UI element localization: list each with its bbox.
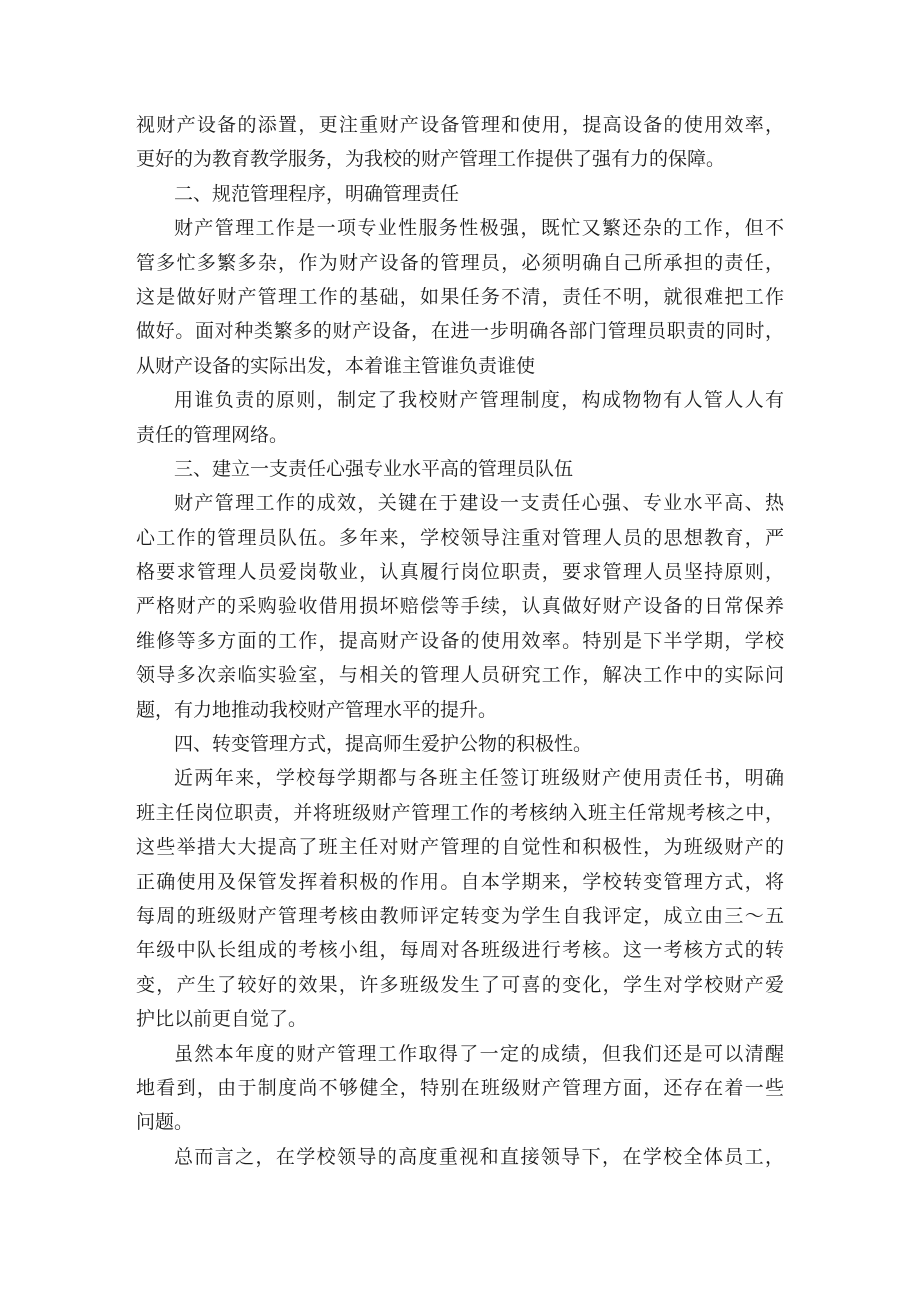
text-line: 年级中队长组成的考核小组，每周对各班级进行考核。这一考核方式的转 (136, 939, 784, 962)
text-line: 心工作的管理员队伍。多年来，学校领导注重对管理人员的思想教育，严 (136, 526, 784, 549)
text-line: 更好的为教育教学服务，为我校的财产管理工作提供了强有力的保障。 (136, 148, 726, 171)
text-line: 正确使用及保管发挥着积极的作用。自本学期来，学校转变管理方式，将 (136, 870, 784, 893)
text-line: 视财产设备的添置，更注重财产设备管理和使用，提高设备的使用效率， (136, 114, 784, 136)
text-line: 财产管理工作的成效，关键在于建设一支责任心强、专业水平高、热 (174, 492, 784, 515)
document-body (136, 108, 784, 1174)
text-line: 财产管理工作是一项专业性服务性极强，既忙又繁还杂的工作，但不 (174, 217, 784, 240)
text-line: 领导多次亲临实验室，与相关的管理人员研究工作，解决工作中的实际问 (136, 664, 784, 687)
text-line: 问题。 (136, 1111, 194, 1134)
text-line: 维修等多方面的工作，提高财产设备的使用效率。特别是下半学期，学校 (136, 629, 784, 652)
text-line: 护比以前更自觉了。 (136, 1008, 308, 1031)
text-line: 三、建立一支责任心强专业水平高的管理员队伍 (174, 457, 574, 480)
text-line: 做好。面对种类繁多的财产设备，在进一步明确各部门管理员职责的同时， (136, 320, 784, 343)
text-line: 班主任岗位职责，并将班级财产管理工作的考核纳入班主任常规考核之中， (136, 801, 784, 824)
text-line: 这些举措大大提高了班主任对财产管理的自觉性和积极性，为班级财产的 (136, 836, 784, 859)
text-line: 这是做好财产管理工作的基础，如果任务不清，责任不明，就很难把工作 (136, 285, 784, 308)
text-line: 地看到，由于制度尚不够健全，特别在班级财产管理方面，还存在着一些 (136, 1076, 784, 1099)
text-line: 从财产设备的实际出发，本着谁主管谁负责谁使 (136, 354, 536, 377)
text-line: 近两年来，学校每学期都与各班主任签订班级财产使用责任书，明确 (174, 767, 784, 790)
text-line: 虽然本年度的财产管理工作取得了一定的成绩，但我们还是可以清醒 (174, 1042, 784, 1065)
text-line: 总而言之，在学校领导的高度重视和直接领导下，在学校全体员工， (174, 1145, 784, 1168)
text-line: 严格财产的采购验收借用损坏赔偿等手续，认真做好财产设备的日常保养 (136, 595, 784, 618)
text-line: 题，有力地推动我校财产管理水平的提升。 (136, 698, 498, 721)
text-line: 管多忙多繁多杂，作为财产设备的管理员，必须明确自己所承担的责任， (136, 251, 784, 274)
text-line: 格要求管理人员爱岗敬业，认真履行岗位职责，要求管理人员坚持原则， (136, 561, 784, 584)
text-line: 四、转变管理方式，提高师生爱护公物的积极性。 (174, 733, 593, 756)
text-line: 变，产生了较好的效果，许多班级发生了可喜的变化，学生对学校财产爱 (136, 973, 784, 996)
text-line: 二、规范管理程序，明确管理责任 (174, 182, 460, 205)
text-line: 每周的班级财产管理考核由教师评定转变为学生自我评定，成立由三～五 (136, 904, 784, 927)
text-line: 责任的管理网络。 (136, 423, 289, 446)
text-line: 用谁负责的原则，制定了我校财产管理制度，构成物物有人管人人有 (174, 389, 784, 412)
